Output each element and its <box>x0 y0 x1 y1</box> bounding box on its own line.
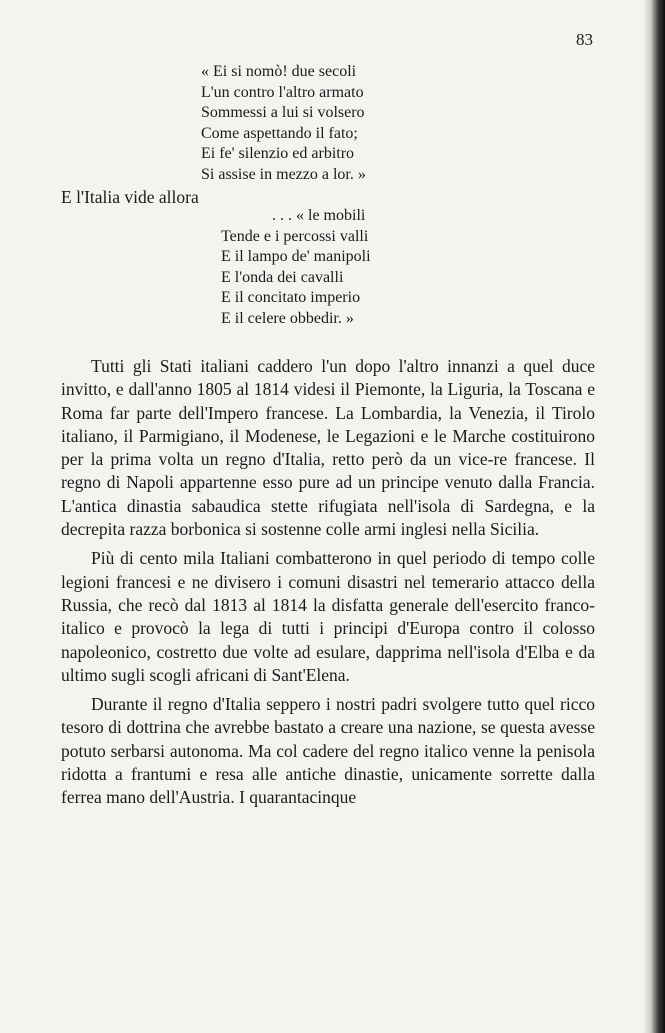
paragraph: Tutti gli Stati italiani caddero l'un dopo l'altro innanzi a quel duce invitto, e dall'anno 1805 al 1814 videsi il Piemonte, la Liguria, la Toscana e Roma far parte dell'Impero francese. La Lombardia, la Venezia, il Tirolo italiano, il Parmigiano, il Modenese, le Legazioni e le Marche costituirono per la prima volta un regno d'Italia, retto però da un vice-re francese. Il regno di Napoli appartenne esso pure ad un principe venuto dalla Francia. L'antica dinastia sabaudica stette rifugiata nell'isola di Sardegna, e la decrepita razza borbonica si sostenne colle armi inglesi nella Sicilia. <box>61 356 595 540</box>
verse-quote-1 <box>201 62 366 186</box>
verse-line: E il concitato imperio <box>221 289 361 307</box>
verse-line: Si assise in mezzo a lor. » <box>201 165 366 183</box>
paragraph: Durante il regno d'Italia seppero i nostri padri svolgere tutto quel ricco tesoro di dottrina che avrebbe bastato a creare una nazione, se questa avesse potuto serbarsi autonoma. Ma col cadere del regno italico venne la penisola ridotta a frantumi e resa alle antiche dinastie, unicamente sorrette dalla ferrea mano dell'Austria. I quarantacinque <box>61 694 595 808</box>
body-text <box>61 355 595 816</box>
verse-line: E il celere obbedir. » <box>221 309 354 327</box>
verse-line: E il lampo de' manipoli <box>221 248 371 266</box>
intro-line: E l'Italia vide allora <box>61 187 199 207</box>
verse-line: Sommessi a lui si volsero <box>201 104 365 122</box>
verse-line: L'un contro l'altro armato <box>201 83 364 101</box>
verse-line: Tende e i percossi valli <box>221 227 369 245</box>
page-edge-shadow <box>643 0 665 1033</box>
verse-quote-2 <box>221 206 371 330</box>
verse-line: « Ei si nomò! due secoli <box>201 63 357 80</box>
verse-line: E l'onda dei cavalli <box>221 268 344 286</box>
verse-line: Come aspettando il fato; <box>201 124 358 142</box>
verse-line: Ei fe' silenzio ed arbitro <box>201 145 355 163</box>
page-number: 83 <box>576 30 593 49</box>
paragraph: Più di cento mila Italiani combatterono in quel periodo di tempo colle legioni francesi e ne divisero i comuni disastri nel temerario attacco della Russia, che recò dal 1813 al 1814 la disfatta generale dell'esercito franco-italico e provocò la lega di tutti i principi d'Europa contro il colosso napoleonico, costretto due volte ad esulare, dapprima nell'isola d'Elba e da ultimo sugli scogli africani di Sant'Elena. <box>61 548 595 685</box>
verse-line: . . . « le mobili <box>272 207 366 224</box>
